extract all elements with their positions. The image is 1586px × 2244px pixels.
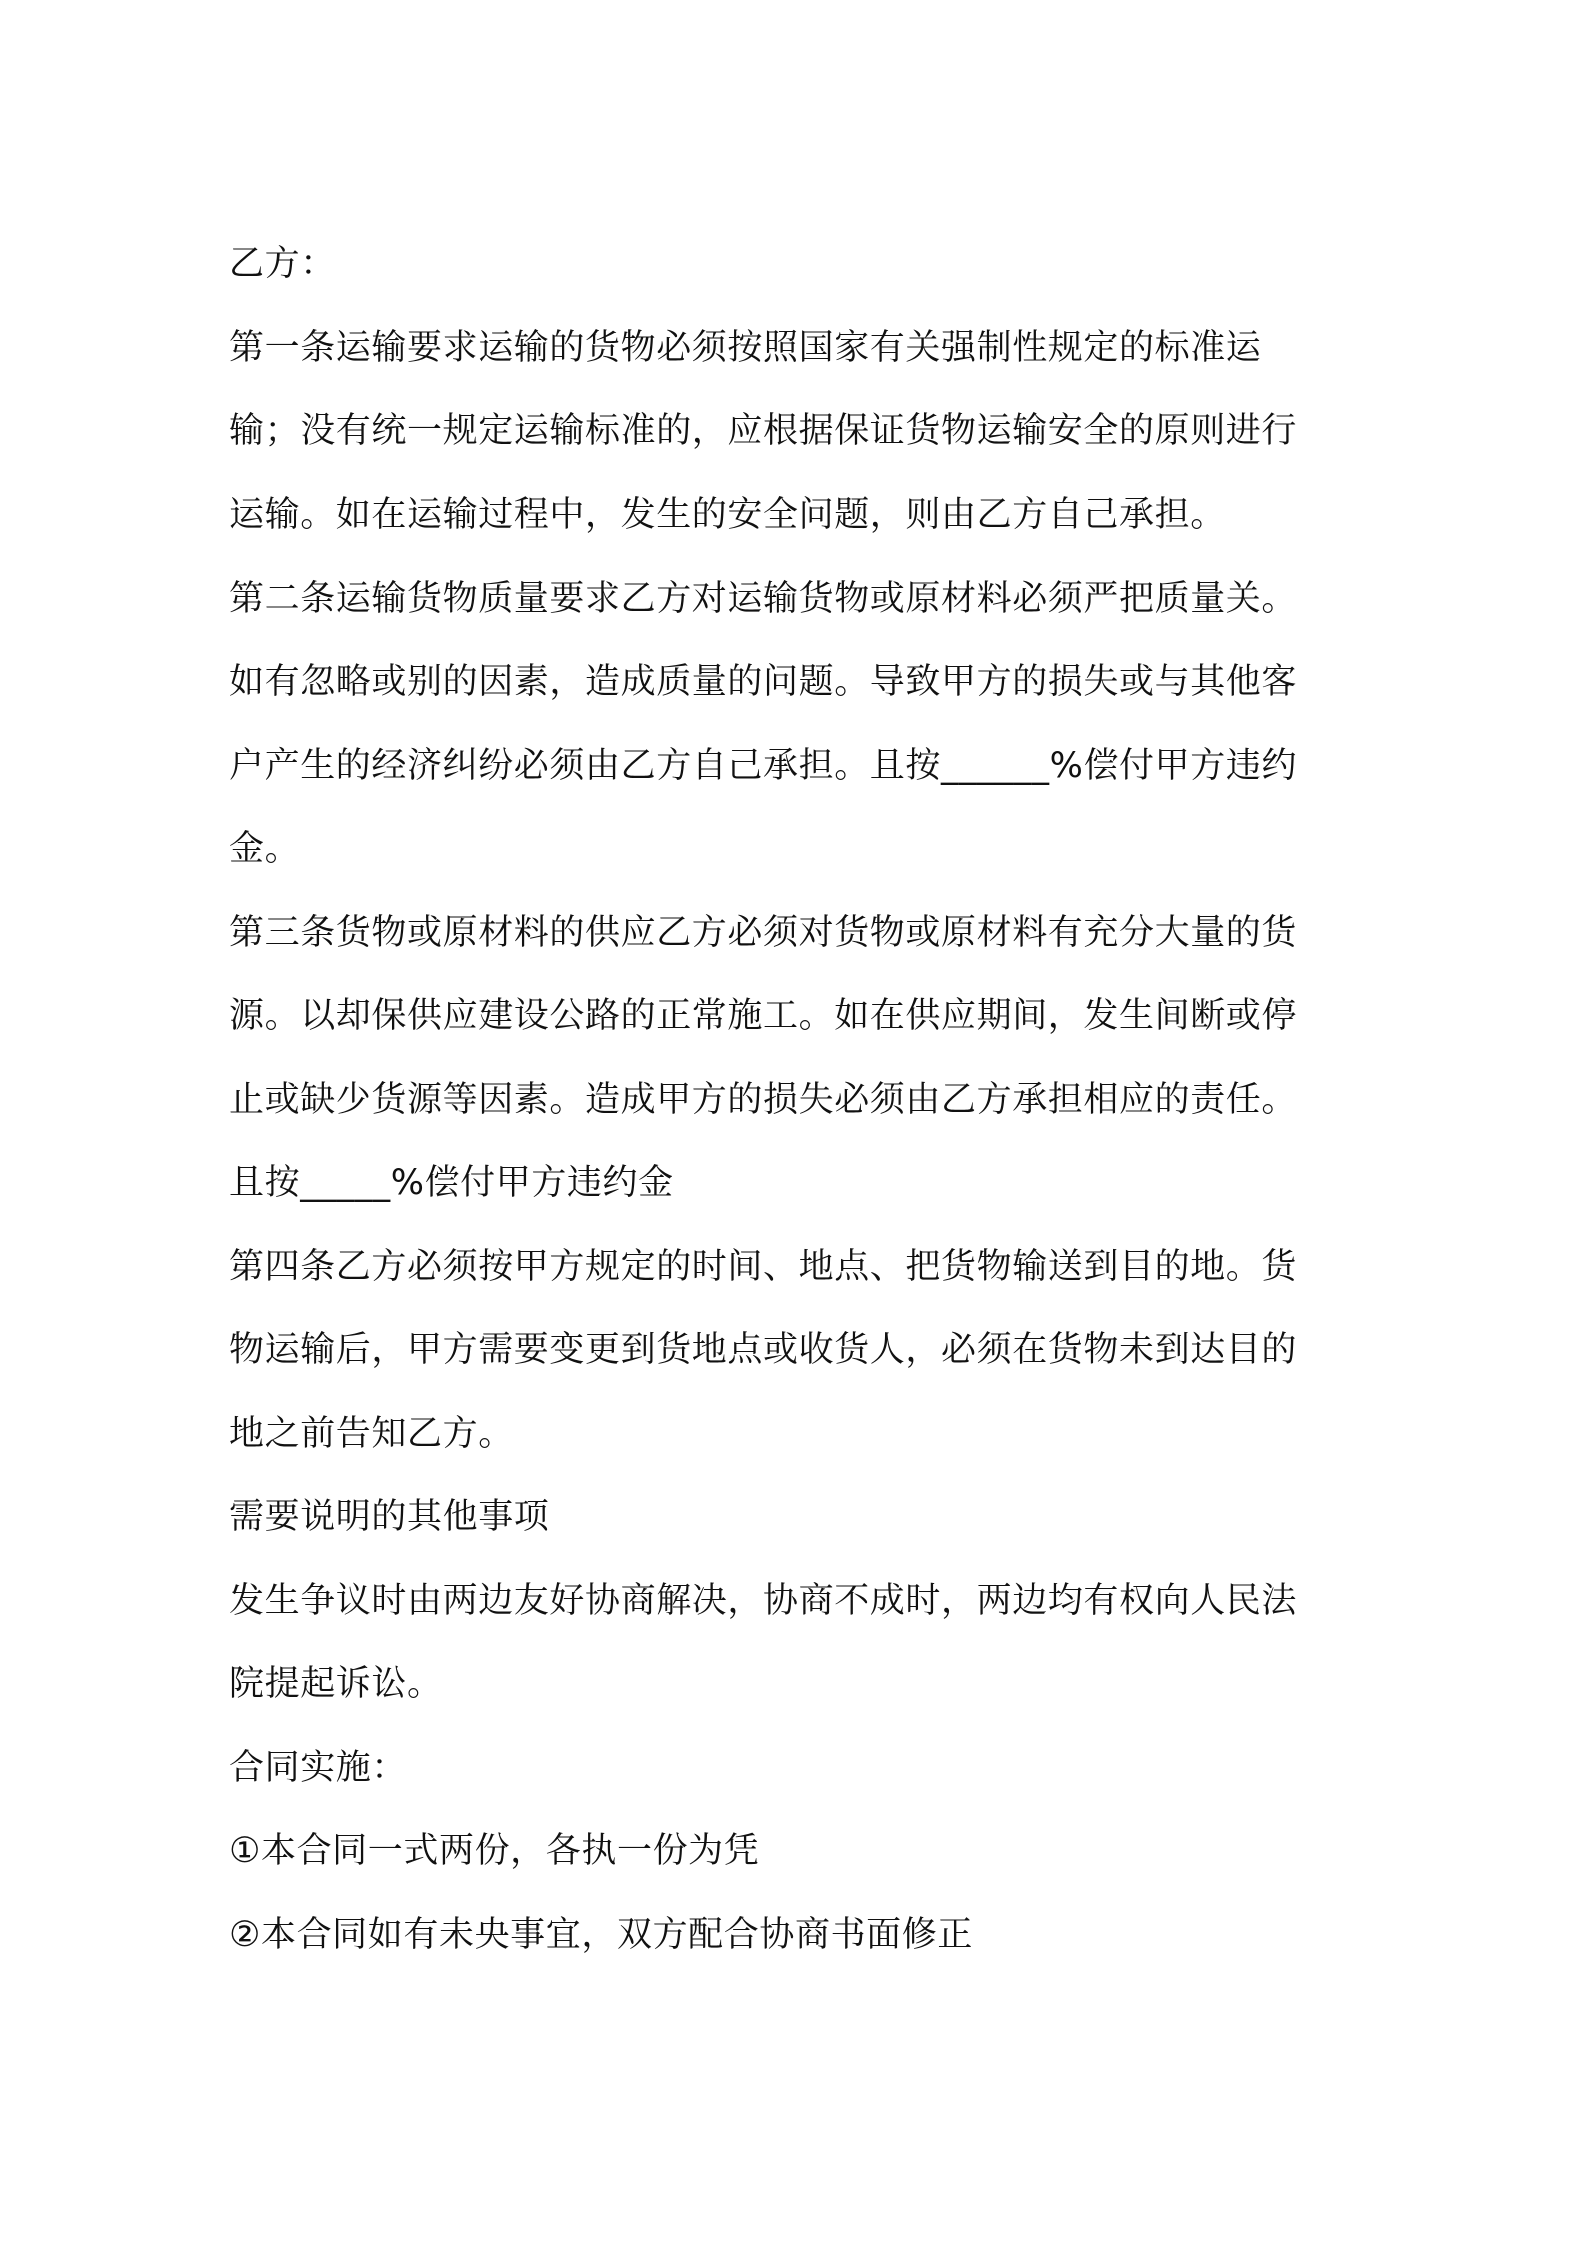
clause4-line: 第四条乙方必须按甲方规定的时间、地点、把货物输送到目的地。货 (229, 1247, 1298, 1287)
clause2-line: 金。 (229, 829, 301, 869)
other-matters-line: 院提起诉讼。 (229, 1664, 443, 1704)
clause3-line: 第三条货物或原材料的供应乙方必须对货物或原材料有充分大量的货 (229, 913, 1298, 953)
clause3-line: 且按_____%偿付甲方违约金 (229, 1163, 674, 1203)
implementation-item: ②本合同如有未央事宜，双方配合协商书面修正 (229, 1915, 973, 1955)
clause1-line: 运输。如在运输过程中，发生的安全问题，则由乙方自己承担。 (229, 495, 1226, 535)
clause3-line: 源。以却保供应建设公路的正常施工。如在供应期间，发生间断或停 (229, 996, 1298, 1036)
clause2-line: 第二条运输货物质量要求乙方对运输货物或原材料必须严把质量关。 (229, 579, 1298, 619)
clause1-line: 第一条运输要求运输的货物必须按照国家有关强制性规定的标准运 (229, 328, 1262, 368)
party-b-label: 乙方： (229, 244, 336, 284)
implementation-heading: 合同实施： (229, 1748, 408, 1788)
implementation-item: ①本合同一式两份，各执一份为凭 (229, 1831, 760, 1871)
clause2-line: 户产生的经济纠纷必须由乙方自己承担。且按______%偿付甲方违约 (229, 746, 1298, 786)
clause2-line: 如有忽略或别的因素，造成质量的问题。导致甲方的损失或与其他客 (229, 662, 1298, 702)
clause3-line: 止或缺少货源等因素。造成甲方的损失必须由乙方承担相应的责任。 (229, 1080, 1298, 1120)
other-matters-heading: 需要说明的其他事项 (229, 1497, 550, 1537)
clause4-line: 地之前告知乙方。 (229, 1414, 514, 1454)
clause4-line: 物运输后，甲方需要变更到货地点或收货人，必须在货物未到达目的 (229, 1330, 1298, 1370)
clause1-line: 输；没有统一规定运输标准的，应根据保证货物运输安全的原则进行 (229, 411, 1298, 451)
other-matters-line: 发生争议时由两边友好协商解决，协商不成时，两边均有权向人民法 (229, 1581, 1298, 1621)
